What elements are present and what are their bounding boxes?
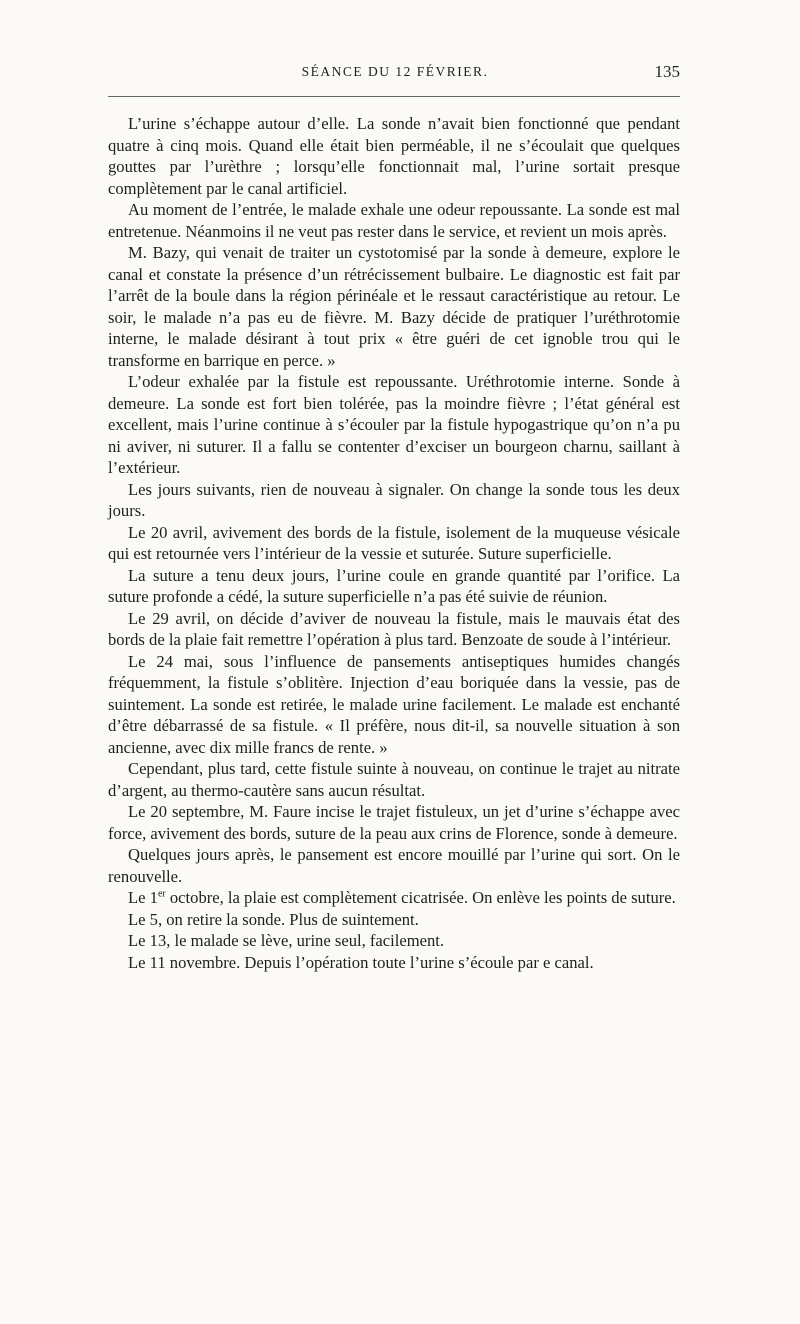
paragraph: Les jours suivants, rien de nouveau à signaler. On change la sonde tous les deux jours.	[108, 479, 680, 520]
october-rest: octobre, la plaie est complètement cicatrisée. On enlève les points de suture.	[165, 888, 676, 907]
paragraph: Le 5, on retire la sonde. Plus de suintement.	[128, 909, 419, 929]
paragraph: Le 24 mai, sous l’influence de pansements antiseptiques humides changés fréquemment, la fistule s’oblitère. Injection d’eau boriquée dans la vessie, pas de suintement. La sonde est retirée, le malade urine facilement. Le malade est enchanté d’être débarrassé de sa fistule. « Il préfère, nous dit-il, sa nouvelle situation à son ancienne, avec dix mille francs de rente. »	[108, 651, 680, 757]
body-text	[108, 113, 680, 973]
paragraph: L’urine s’échappe autour d’elle. La sonde n’avait bien fonctionné que pendant quatre à cinq mois. Quand elle était bien perméable, il ne s’écoulait que quelques gouttes par l’urèthre ; lorsqu’elle fonctionnait mal, l’urine sortait presque complètement par le canal artificiel.	[108, 114, 680, 198]
paragraph: Quelques jours après, le pansement est encore mouillé par l’urine qui sort. On le renouvelle.	[108, 845, 680, 886]
paragraph: Le 11 novembre. Depuis l’opération toute l’urine s’écoule par e canal.	[128, 952, 594, 972]
paragraph: Le 13, le malade se lève, urine seul, facilement.	[128, 931, 445, 950]
paragraph: Cependant, plus tard, cette fistule suinte à nouveau, on continue le trajet au nitrate d’argent, au thermo-cautère sans aucun résultat.	[108, 759, 680, 800]
header-rule	[108, 96, 680, 97]
paragraph: Le 20 septembre, M. Faure incise le trajet fistuleux, un jet d’urine s’échappe avec force, avivement des bords, suture de la peau aux crins de Florence, sonde à demeure.	[108, 802, 680, 843]
paragraph: Au moment de l’entrée, le malade exhale une odeur repoussante. La sonde est mal entretenue. Néanmoins il ne veut pas rester dans le service, et revient un mois après.	[108, 200, 680, 241]
paragraph: Le 29 avril, on décide d’aviver de nouveau la fistule, mais le mauvais état des bords de la plaie fait remettre l’opération à plus tard. Benzoate de soude à l’intérieur.	[108, 608, 680, 649]
paragraph: M. Bazy, qui venait de traiter un cystotomisé par la sonde à demeure, explore le canal et constate la présence d’un rétrécissement bulbaire. Le diagnostic est fait par l’arrêt de la boule dans la région périnéale et le ressaut caractéristique au retour. Le soir, le malade n’a pas eu de fièvre. M. Bazy décide de pratiquer l’uréthrotomie interne, le malade désirant à tout prix « être guéri de cet ignoble trou qui le transforme en barrique en perce. »	[108, 243, 680, 370]
running-head	[110, 62, 680, 86]
running-title: SÉANCE DU 12 FÉVRIER.	[301, 64, 489, 79]
october-lead: Le 1	[128, 888, 158, 907]
paragraph-october	[108, 887, 680, 909]
paragraph: La suture a tenu deux jours, l’urine coule en grande quantité par l’orifice. La suture profonde a cédé, la suture superficielle n’a pas été suivie de réunion.	[108, 565, 680, 606]
page-number: 135	[654, 62, 680, 81]
paragraph: Le 20 avril, avivement des bords de la fistule, isolement de la muqueuse vésicale qui est retournée vers l’intérieur de la vessie et suturée. Suture superficielle.	[108, 522, 680, 563]
ordinal-superscript: er	[157, 888, 166, 900]
paragraph: L’odeur exhalée par la fistule est repoussante. Uréthrotomie interne. Sonde à demeure. La sonde est fort bien tolérée, pas la moindre fièvre ; l’état général est excellent, mais l’urine continue à s’écouler par la fistule hypogastrique qu’on n’a pu ni aviver, ni suturer. Il a fallu se contenter d’exciser un bourgeon charnu, saillant à l’extérieur.	[108, 372, 680, 477]
